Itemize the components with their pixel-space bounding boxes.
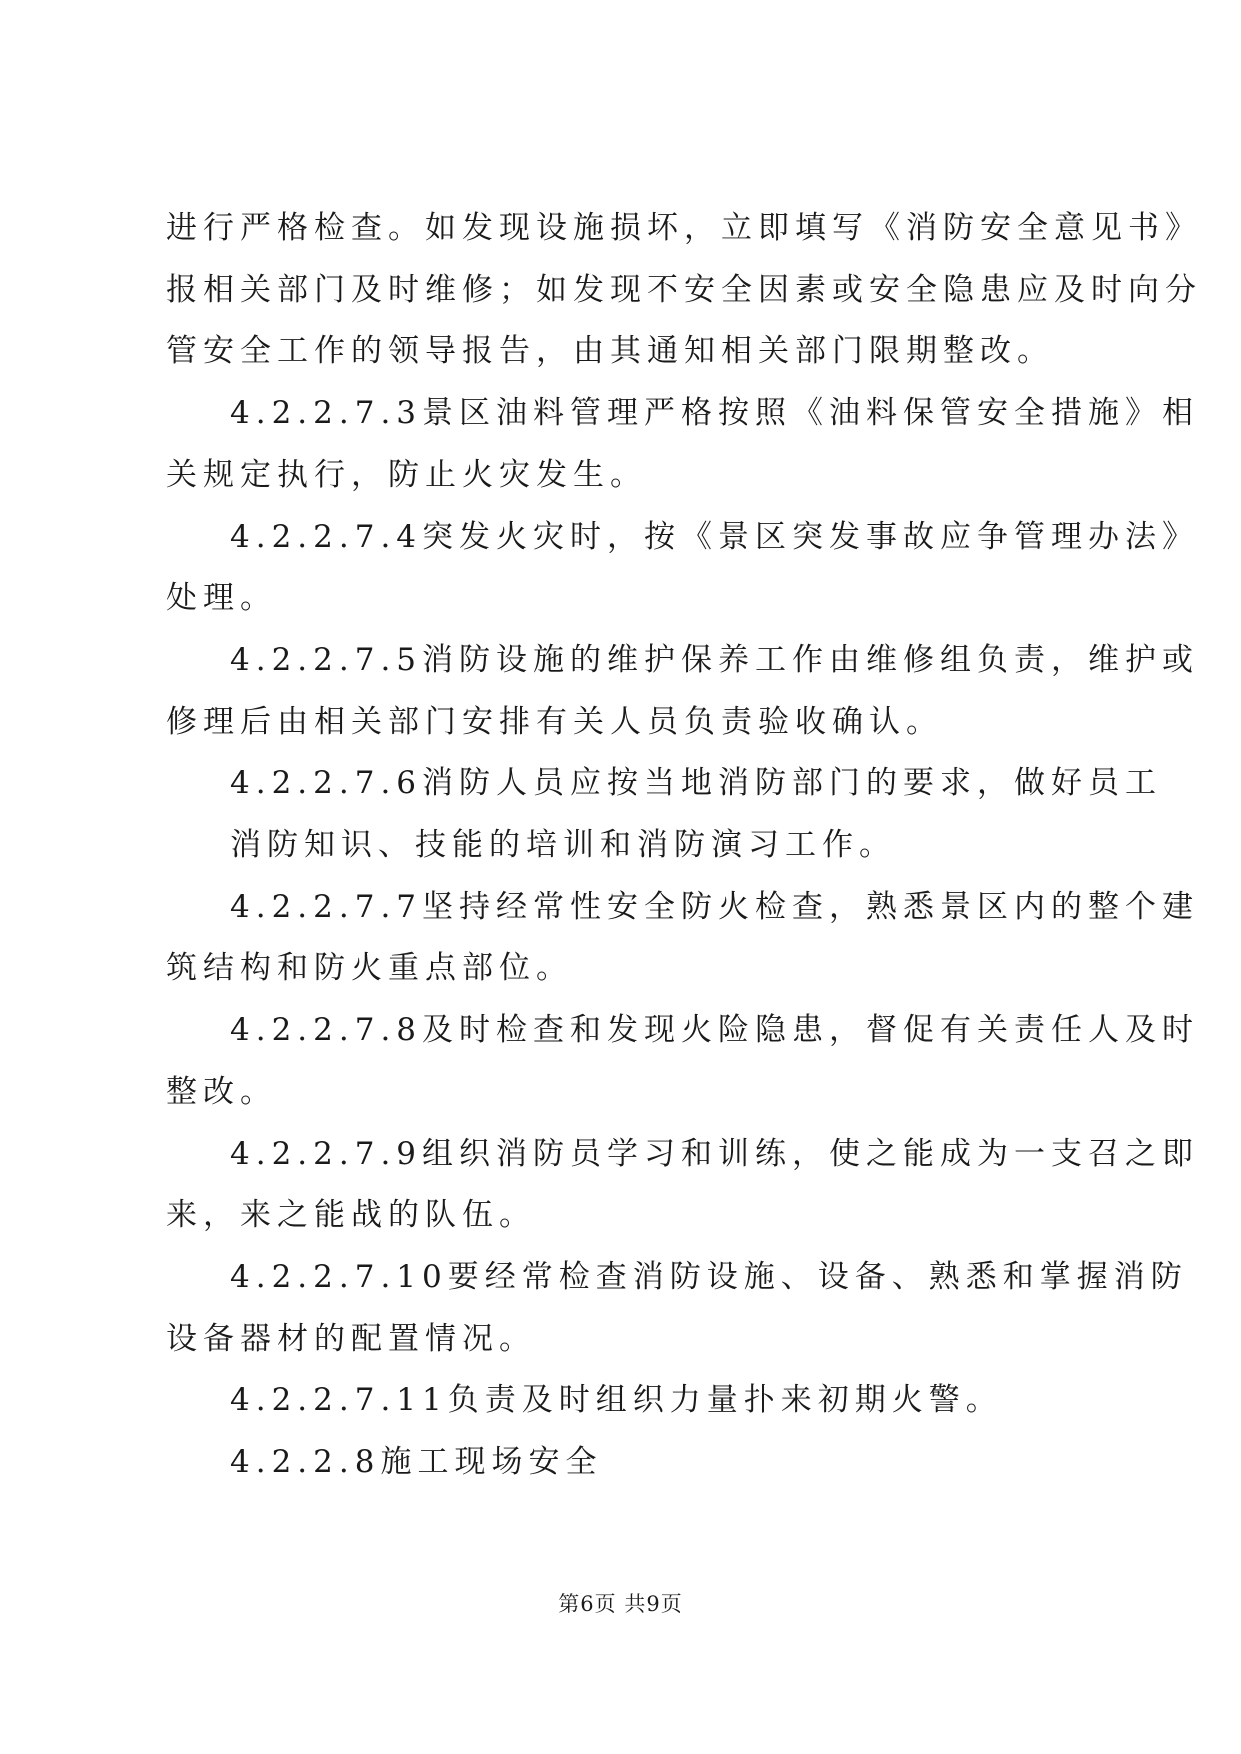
body-line: 来，来之能战的队伍。 xyxy=(166,1197,536,1233)
body-line: 4.2.2.7.8及时检查和发现火险隐患，督促有关责任人及时 xyxy=(230,1012,1200,1048)
page-number-footer: 第6页 共9页 xyxy=(558,1592,683,1616)
body-line: 4.2.2.8施工现场安全 xyxy=(230,1444,603,1480)
body-line: 管安全工作的领导报告，由其通知相关部门限期整改。 xyxy=(166,333,1054,369)
body-line: 筑结构和防火重点部位。 xyxy=(166,950,573,986)
body-line: 4.2.2.7.4突发火灾时，按《景区突发事故应争管理办法》 xyxy=(230,519,1200,555)
body-line: 4.2.2.7.5消防设施的维护保养工作由维修组负责，维护或 xyxy=(230,642,1200,678)
body-line: 4.2.2.7.10要经常检查消防设施、设备、熟悉和掌握消防 xyxy=(230,1259,1188,1295)
body-line: 修理后由相关部门安排有关人员负责验收确认。 xyxy=(166,704,943,740)
body-line: 报相关部门及时维修；如发现不安全因素或安全隐患应及时向分 xyxy=(166,272,1202,308)
body-line: 消防知识、技能的培训和消防演习工作。 xyxy=(230,827,896,863)
body-line: 4.2.2.7.3景区油料管理严格按照《油料保管安全措施》相 xyxy=(230,395,1200,431)
body-line: 4.2.2.7.9组织消防员学习和训练，使之能成为一支召之即 xyxy=(230,1136,1200,1172)
body-line: 设备器材的配置情况。 xyxy=(166,1321,536,1357)
body-line: 4.2.2.7.11负责及时组织力量扑来初期火警。 xyxy=(230,1382,1003,1418)
body-line: 关规定执行，防止火灾发生。 xyxy=(166,457,647,493)
body-line: 进行严格检查。如发现设施损坏，立即填写《消防安全意见书》 xyxy=(166,210,1202,246)
body-line: 整改。 xyxy=(166,1074,277,1110)
body-line: 4.2.2.7.6消防人员应按当地消防部门的要求，做好员工 xyxy=(230,765,1163,801)
body-line: 处理。 xyxy=(166,580,277,616)
body-line: 4.2.2.7.7坚持经常性安全防火检查，熟悉景区内的整个建 xyxy=(230,889,1200,925)
